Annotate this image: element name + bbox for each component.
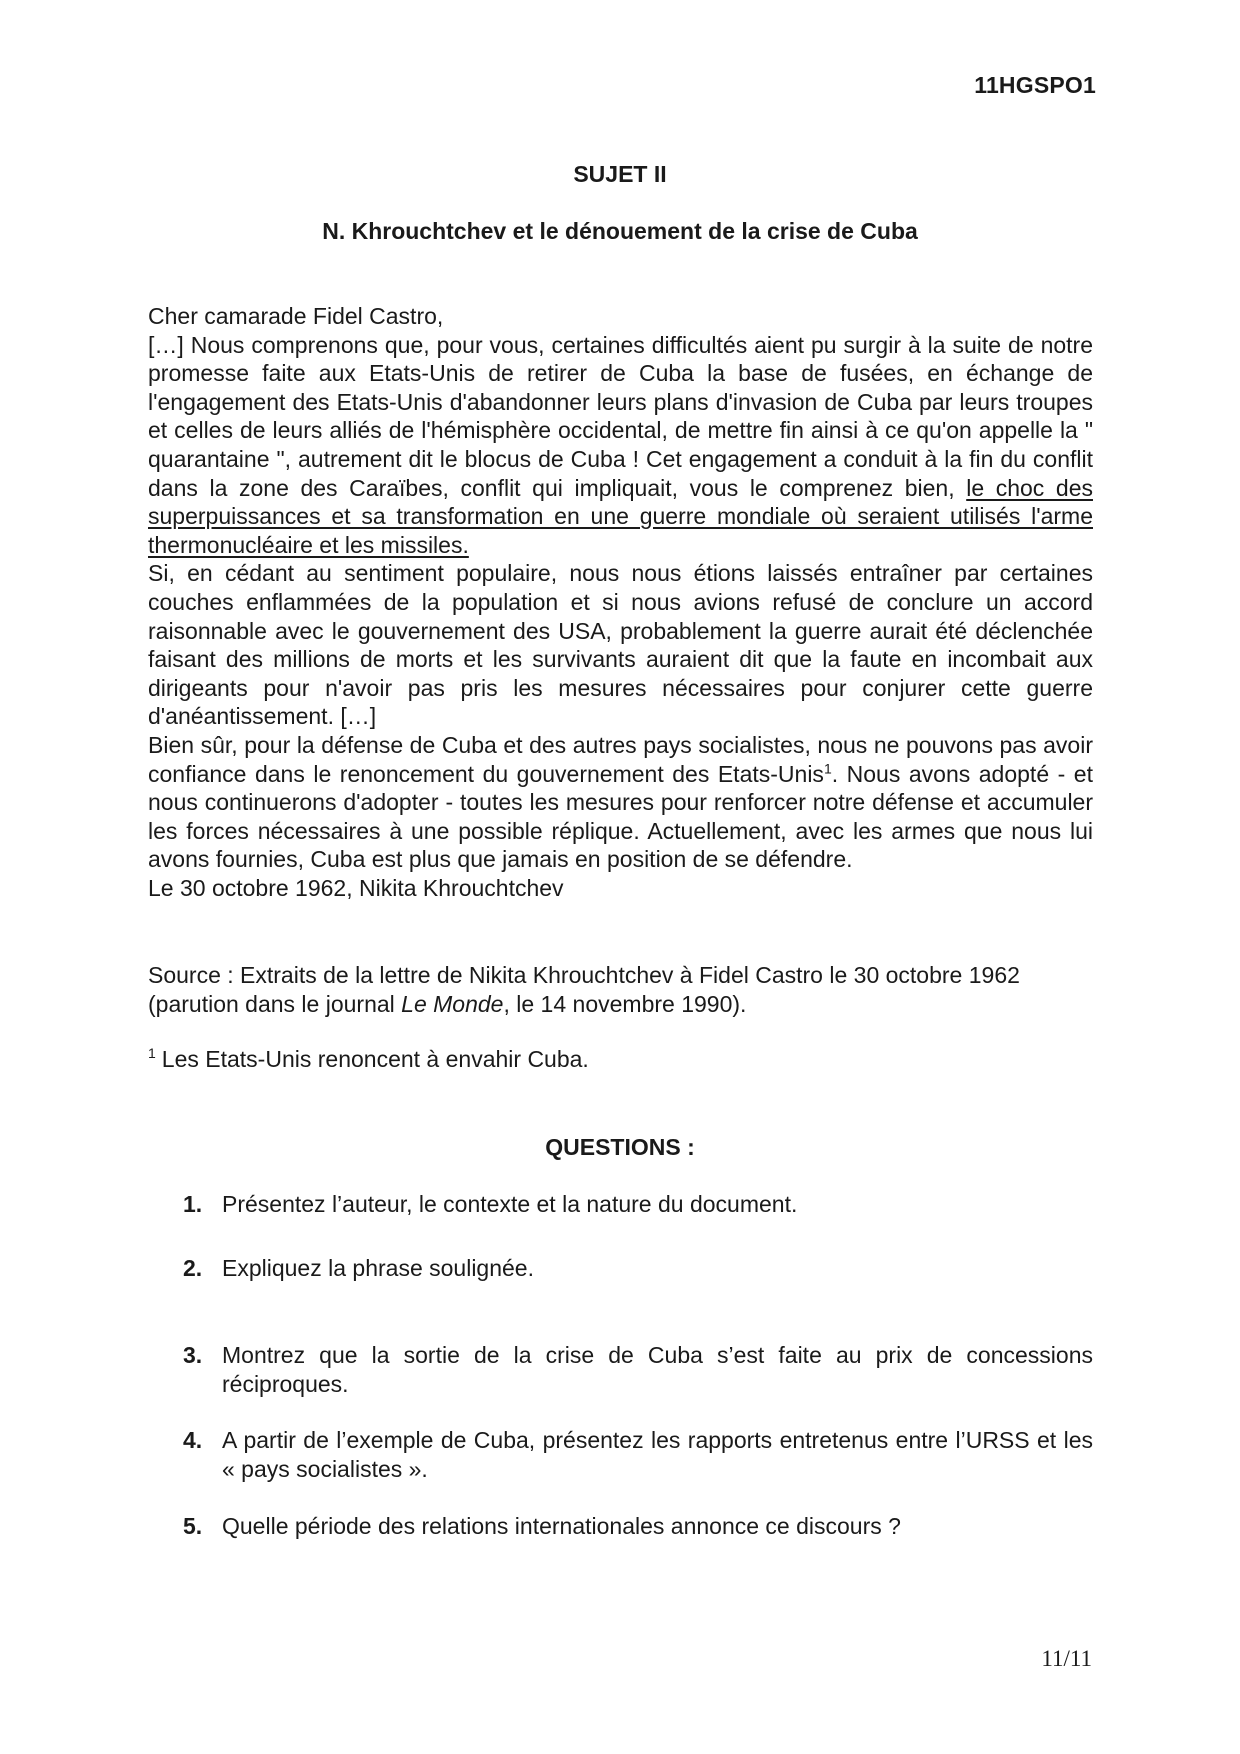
question-item [183, 1426, 1093, 1484]
letter-paragraph-1 [148, 331, 1093, 560]
source-line-2-start: (parution dans le journal [148, 990, 402, 1017]
letter-paragraph-3-rest: . Nous avons adopté - et nous continuerons d'adopter - toutes les mesures pour renforcer notre défense et accumuler les forces nécessaires à une possible réplique. Actuellement, avec les armes que nous lui avons fournies, Cuba est plus que jamais en position de se défendre. [148, 760, 1093, 873]
letter-paragraph-2: Si, en cédant au sentiment populaire, nous nous étions laissés entraîner par certaines couches enflammées de la population et si nous avions refusé de conclure un accord raisonnable avec le gouvernement des USA, probablement la guerre aurait été déclenchée faisant des millions de morts et les survivants auraient dit que la faute en incombait aux dirigeants pour n'avoir pas pris les mesures nécessaires pour conjurer cette guerre d'anéantissement. […] [148, 560, 1093, 730]
source-line-1: Source : Extraits de la lettre de Nikita Khrouchtchev à Fidel Castro le 30 octobre 1962 [148, 962, 1020, 988]
letter-paragraph-3-text: Bien sûr, pour la défense de Cuba et des autres pays socialistes, nous ne pouvons pas avoir confiance dans le renoncement du gouvernement des Etats-Unis [148, 731, 1093, 787]
question-number: 3. [183, 1342, 203, 1368]
question-item [183, 1190, 1093, 1219]
question-text: Présentez l’auteur, le contexte et la nature du document. [222, 1191, 798, 1217]
question-text: Montrez que la sortie de la crise de Cuba s’est faite au prix de concessions réciproques. [222, 1342, 1093, 1397]
question-number: 4. [183, 1427, 203, 1453]
letter-salutation: Cher camarade Fidel Castro, [148, 303, 444, 329]
footnote-text: Les Etats-Unis renoncent à envahir Cuba. [161, 1046, 589, 1072]
question-number: 5. [183, 1513, 203, 1539]
journal-name: Le Monde [401, 990, 504, 1017]
footnote-reference: 1 [823, 759, 832, 776]
source-citation [148, 961, 1093, 1018]
letter-paragraph-3 [148, 731, 1093, 874]
document-title: N. Khrouchtchev et le dénouement de la crise de Cuba [322, 218, 918, 244]
question-item [183, 1341, 1093, 1399]
question-number: 1. [183, 1191, 203, 1217]
question-text: Quelle période des relations internationales annonce ce discours ? [222, 1513, 901, 1539]
letter-paragraph-1-text: […] Nous comprenons que, pour vous, certaines difficultés aient pu surgir à la suite de notre promesse faite aux Etats-Unis de retirer de Cuba la base de fusées, en échange de l'engagement des Etats-Unis d'abandonner leurs plans d'invasion de Cuba par leurs troupes et celles de leurs alliés de l'hémisphère occidental, de mettre fin ainsi à ce qu'on appelle la " quarantaine ", autrement dit le blocus de Cuba ! Cet engagement a conduit à la fin du conflit dans la zone des Caraïbes, conflit qui impliquait, vous le comprenez bien, [148, 331, 1093, 501]
letter-text [148, 302, 1093, 902]
exam-code: 11HGSPO1 [974, 72, 1096, 98]
question-item [183, 1254, 1093, 1283]
underlined-sentence: le choc des superpuissances et sa transformation en une guerre mondiale où seraient utilisés l'arme thermonucléaire et les missiles. [148, 474, 1093, 558]
footnote-mark: 1 [148, 1045, 156, 1062]
page-number: 11/11 [1041, 1646, 1092, 1671]
source-line-2-end: , le 14 novembre 1990). [503, 990, 747, 1017]
question-number: 2. [183, 1255, 203, 1281]
question-item [183, 1512, 1093, 1541]
question-text: A partir de l’exemple de Cuba, présentez les rapports entretenus entre l’URSS et les « pays socialistes ». [222, 1427, 1093, 1482]
question-text: Expliquez la phrase soulignée. [222, 1255, 534, 1281]
source-line-2 [148, 990, 1093, 1019]
letter-signature: Le 30 octobre 1962, Nikita Khrouchtchev [148, 874, 564, 901]
questions-heading: QUESTIONS : [545, 1134, 695, 1160]
footnote [148, 1045, 1093, 1074]
subject-label: SUJET II [573, 161, 667, 187]
